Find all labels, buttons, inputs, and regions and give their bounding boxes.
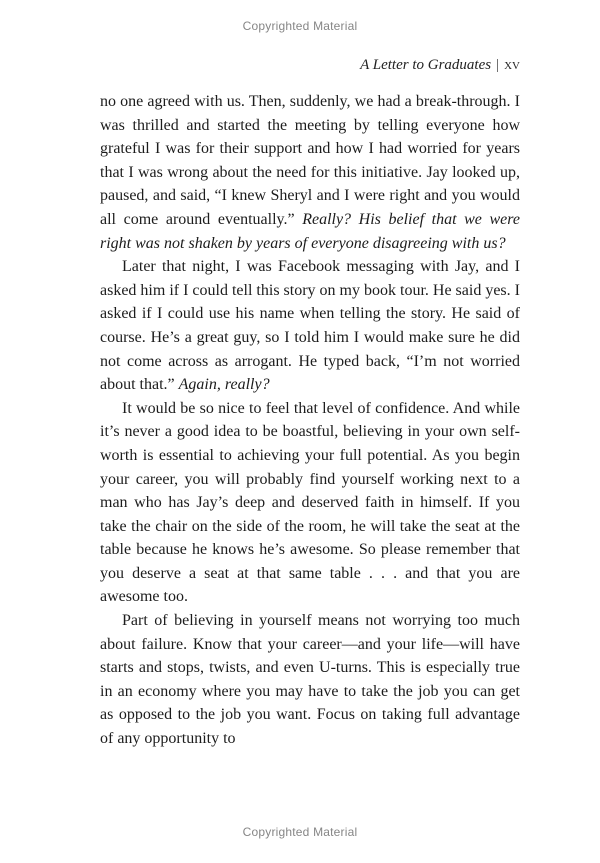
copyright-notice-bottom: Copyrighted Material	[242, 825, 358, 839]
running-head	[100, 57, 520, 74]
text-run: no one agreed with us. Then, suddenly, we had a break-through. I was thrilled and started the meeting by telling everyone how grateful I was for their support and how I had worried for years that I was wrong about the need for this initiative. Jay looked up, paused, and said, “I knew Sheryl and I were right and you would all come around eventually.”	[100, 93, 520, 228]
body-text	[100, 90, 520, 751]
page-number: xv	[504, 57, 520, 73]
text-run: It would be so nice to feel that level of confidence. And while it’s never a good idea to be boastful, believing in your own self-worth is essential to achieving your full potential. As you begin your career, you will probably find yourself working next to a man who has Jay’s deep and deserved faith in himself. If you take the chair on the side of the room, he will take the seat at the table because he knows he’s awesome. So please remember that you deserve a seat at that same table . . . and that you are awesome too.	[100, 399, 520, 606]
paragraph	[100, 255, 520, 397]
paragraph	[100, 90, 520, 255]
copyright-notice-top: Copyrighted Material	[242, 19, 358, 33]
paragraph	[100, 397, 520, 609]
italic-text-run: Again, really?	[178, 376, 270, 394]
text-run: Part of believing in yourself means not worrying too much about failure. Know that your career—and your life—will have starts and stops, twists, and even U-turns. This is especially true in an economy where you may have to take the job you can get as opposed to the job you want. Focus on taking full advantage of any opportunity to	[100, 612, 520, 748]
running-head-separator: |	[496, 57, 500, 73]
text-run: Later that night, I was Facebook messaging with Jay, and I asked him if I could tell this story on my book tour. He said yes. I asked if I could use his name when telling the story. He said of course. He’s a great guy, so I told him I would make sure he did not come across as arrogant. He typed back, “I’m not worried about that.”	[100, 258, 520, 394]
chapter-title: A Letter to Graduates	[360, 57, 492, 73]
italic-text-run: Really? His belief that we were right was not shaken by years of everyone disagreeing with us?	[100, 210, 520, 252]
paragraph	[100, 609, 520, 751]
